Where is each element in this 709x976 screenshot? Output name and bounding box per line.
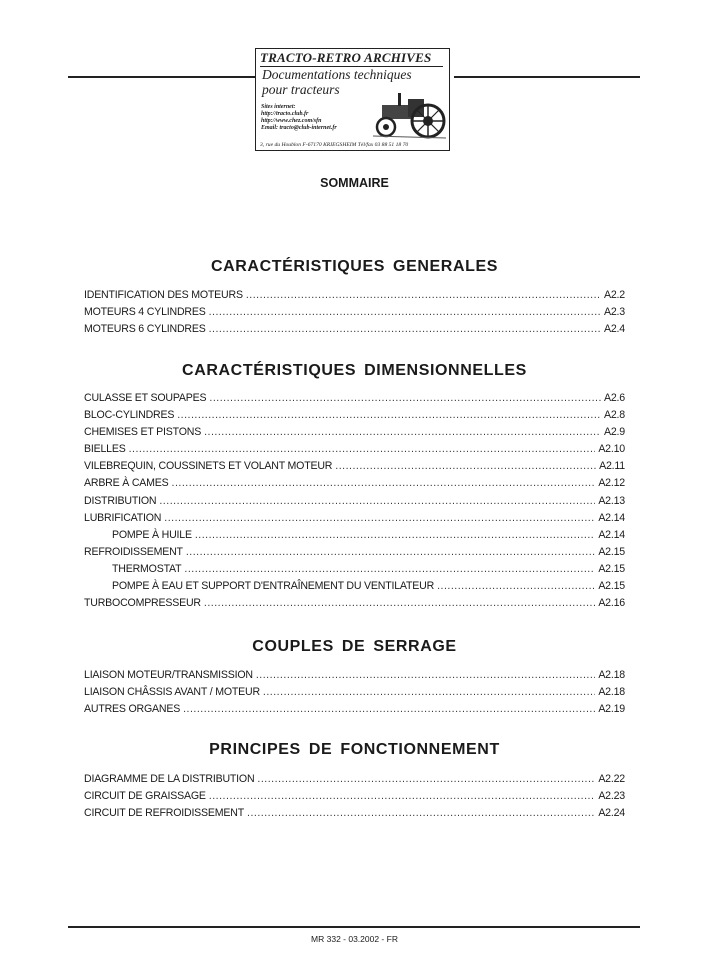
site-url-2: http://www.chez.com/sfn — [261, 118, 322, 124]
toc-leader-dots — [204, 426, 601, 438]
toc-entry-label: REFROIDISSEMENT — [84, 545, 183, 558]
toc-leader-dots — [129, 443, 596, 455]
toc-entry-label: VILEBREQUIN, COUSSINETS ET VOLANT MOTEUR — [84, 460, 333, 473]
toc-entry-label: THERMOSTAT — [112, 562, 182, 575]
toc-entry-label: ARBRE À CAMES — [84, 477, 169, 490]
toc-leader-dots — [209, 306, 601, 318]
toc-subentry[interactable] — [84, 529, 625, 546]
toc-entry-page: A2.8 — [604, 409, 625, 422]
toc-subentry[interactable] — [84, 580, 625, 597]
toc-list-generales — [84, 289, 625, 340]
toc-entry[interactable] — [84, 443, 625, 460]
toc-entry-label: CHEMISES ET PISTONS — [84, 426, 202, 439]
toc-leader-dots — [437, 580, 595, 592]
toc-entry[interactable] — [84, 669, 625, 686]
toc-entry[interactable] — [84, 460, 625, 477]
toc-entry-page: A2.23 — [598, 790, 625, 803]
toc-entry-page: A2.15 — [598, 562, 625, 575]
toc-list-serrage — [84, 669, 625, 720]
toc-entry-label: DISTRIBUTION — [84, 494, 157, 507]
logo-subtitle-2: pour tracteurs — [262, 82, 340, 97]
document-reference: MR 332 - 03.2002 - FR — [311, 934, 398, 944]
toc-leader-dots — [159, 495, 595, 507]
toc-entry[interactable] — [84, 773, 625, 790]
toc-entry-page: A2.12 — [598, 477, 625, 490]
page-title: SOMMAIRE — [320, 176, 389, 190]
toc-entry-page: A2.18 — [598, 669, 625, 681]
toc-entry-page: A2.22 — [598, 773, 625, 785]
toc-entry[interactable] — [84, 686, 625, 703]
logo-address: 3, rue du Houblon F-67170 KRIEGSHEIM Tél/fax 03 88 51 18 70 — [260, 142, 409, 148]
toc-leader-dots — [335, 460, 596, 472]
toc-entry-label: DIAGRAMME DE LA DISTRIBUTION — [84, 773, 255, 785]
toc-entry-page: A2.15 — [598, 545, 625, 558]
toc-entry-page: A2.2 — [604, 289, 625, 301]
section-title-principes-de-fonctionnement: PRINCIPES DE FONCTIONNEMENT — [209, 741, 500, 758]
toc-entry[interactable] — [84, 790, 625, 807]
tractor-illustration-icon — [368, 91, 448, 141]
toc-leader-dots — [164, 512, 595, 524]
site-url-1: http://tracto.club.fr — [261, 111, 309, 117]
toc-entry-page: A2.13 — [598, 494, 625, 507]
sites-label: Sites internet: — [261, 104, 296, 110]
toc-entry-label: LUBRIFICATION — [84, 511, 162, 524]
toc-leader-dots — [186, 546, 595, 558]
toc-entry-label: MOTEURS 6 CYLINDRES — [84, 323, 206, 336]
toc-entry-label: POMPE À HUILE — [112, 528, 192, 541]
toc-leader-dots — [195, 529, 595, 541]
toc-leader-dots — [209, 392, 601, 404]
toc-entry-page: A2.11 — [599, 460, 625, 473]
toc-leader-dots — [209, 790, 596, 802]
toc-entry[interactable] — [84, 495, 625, 512]
toc-leader-dots — [204, 597, 595, 609]
toc-entry[interactable] — [84, 323, 625, 340]
toc-entry-page: A2.14 — [598, 528, 625, 541]
logo-contact-block — [261, 104, 337, 132]
toc-leader-dots — [257, 773, 595, 785]
toc-entry[interactable] — [84, 306, 625, 323]
toc-leader-dots — [177, 409, 601, 421]
email-address: Email: tracto@club-internet.fr — [261, 125, 337, 131]
toc-entry-label: CIRCUIT DE REFROIDISSEMENT — [84, 807, 244, 820]
toc-entry-page: A2.6 — [604, 392, 625, 404]
toc-entry-page: A2.14 — [598, 511, 625, 524]
toc-leader-dots — [246, 289, 601, 301]
toc-entry-page: A2.9 — [604, 426, 625, 439]
logo-subtitle-1: Documentations techniques — [262, 67, 412, 82]
toc-leader-dots — [263, 686, 595, 698]
toc-entry[interactable] — [84, 409, 625, 426]
toc-entry-label: LIAISON MOTEUR/TRANSMISSION — [84, 669, 253, 681]
toc-entry-label: TURBOCOMPRESSEUR — [84, 597, 201, 610]
toc-entry-label: BIELLES — [84, 443, 126, 456]
toc-entry[interactable] — [84, 426, 625, 443]
toc-entry-page: A2.15 — [598, 580, 625, 593]
toc-entry-page: A2.16 — [598, 597, 625, 610]
header-rule-right — [454, 76, 640, 78]
toc-entry[interactable] — [84, 289, 625, 306]
toc-entry[interactable] — [84, 392, 625, 409]
toc-leader-dots — [183, 703, 595, 715]
toc-leader-dots — [172, 477, 596, 489]
toc-entry-page: A2.4 — [604, 323, 625, 336]
toc-entry-page: A2.19 — [598, 703, 625, 716]
toc-entry-label: CULASSE ET SOUPAPES — [84, 392, 207, 404]
toc-entry-label: BLOC-CYLINDRES — [84, 409, 175, 422]
toc-entry-label: LIAISON CHÂSSIS AVANT / MOTEUR — [84, 686, 260, 699]
footer-rule — [68, 926, 640, 928]
toc-entry[interactable] — [84, 807, 625, 824]
toc-entry-page: A2.18 — [598, 686, 625, 699]
toc-leader-dots — [256, 669, 595, 681]
section-title-caracteristiques-dimensionnelles: CARACTÉRISTIQUES DIMENSIONNELLES — [182, 362, 527, 379]
toc-list-fonctionnement — [84, 773, 625, 824]
toc-entry-page: A2.10 — [598, 443, 625, 456]
toc-entry[interactable] — [84, 512, 625, 529]
toc-entry[interactable] — [84, 597, 625, 614]
toc-entry[interactable] — [84, 546, 625, 563]
section-title-couples-de-serrage: COUPLES DE SERRAGE — [252, 638, 457, 655]
toc-entry-label: CIRCUIT DE GRAISSAGE — [84, 790, 206, 803]
header-rule-left — [68, 76, 255, 78]
logo-title: TRACTO-RETRO ARCHIVES — [260, 50, 432, 65]
toc-entry[interactable] — [84, 477, 625, 494]
toc-entry-label: IDENTIFICATION DES MOTEURS — [84, 289, 243, 301]
toc-entry-page: A2.24 — [598, 807, 625, 820]
toc-subentry[interactable] — [84, 563, 625, 580]
toc-leader-dots — [209, 323, 601, 335]
section-title-caracteristiques-generales: CARACTÉRISTIQUES GENERALES — [210, 258, 499, 275]
toc-list-dimensionnelles — [84, 392, 625, 614]
toc-entry-page: A2.3 — [604, 306, 625, 319]
toc-entry-label: MOTEURS 4 CYLINDRES — [84, 306, 206, 319]
toc-entry-label: AUTRES ORGANES — [84, 703, 181, 716]
archive-logo — [255, 48, 450, 151]
toc-entry-label: POMPE À EAU ET SUPPORT D'ENTRAÎNEMENT DU VENTILATEUR — [112, 580, 435, 593]
toc-entry[interactable] — [84, 703, 625, 720]
toc-leader-dots — [247, 807, 595, 819]
toc-leader-dots — [184, 563, 595, 575]
